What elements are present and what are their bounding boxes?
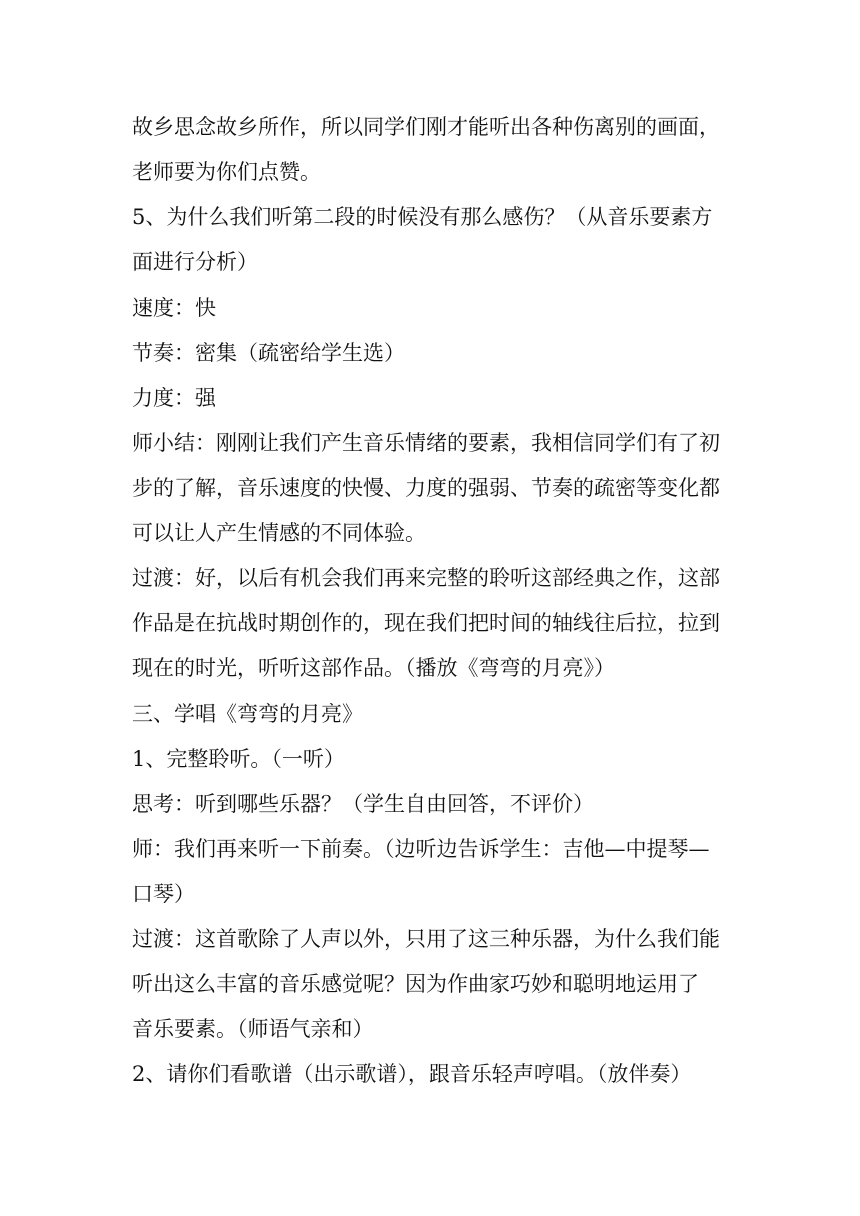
section-heading: 三、学唱《弯弯的月亮》 (132, 702, 363, 726)
text-line: 口琴） (132, 882, 195, 906)
text-line: 力度：强 (132, 386, 216, 410)
text-line: 师小结：刚刚让我们产生音乐情绪的要素，我相信同学们有了初 (132, 431, 720, 455)
text-line: 2、请你们看歌谱（出示歌谱），跟音乐轻声哼唱。（放伴奏） (132, 1062, 692, 1086)
text-line: 师：我们再来听一下前奏。（边听边告诉学生：吉他—中提琴— (132, 837, 710, 861)
text-line: 节奏：密集（疏密给学生选） (132, 341, 405, 365)
text-line: 音乐要素。（师语气亲和） (132, 1017, 374, 1041)
text-line: 故乡思念故乡所作，所以同学们刚才能听出各种伤离别的画面， (132, 115, 720, 139)
text-line: 过渡：这首歌除了人声以外，只用了这三种乐器，为什么我们能 (132, 927, 720, 951)
text-line: 1、完整聆听。（一听） (132, 747, 345, 771)
text-line: 可以让人产生情感的不同体验。 (132, 521, 426, 545)
text-line: 现在的时光，听听这部作品。（播放《弯弯的月亮》） (132, 656, 615, 680)
text-line: 步的了解，音乐速度的快慢、力度的强弱、节奏的疏密等变化都 (132, 476, 720, 500)
text-line: 5、为什么我们听第二段的时候没有那么感伤？（从音乐要素方 (132, 205, 713, 229)
text-line: 作品是在抗战时期创作的，现在我们把时间的轴线往后拉，拉到 (132, 611, 720, 635)
text-line: 思考：听到哪些乐器？（学生自由回答，不评价） (132, 792, 594, 816)
text-line: 速度：快 (132, 296, 216, 320)
text-line: 过渡：好，以后有机会我们再来完整的聆听这部经典之作，这部 (132, 566, 720, 590)
text-line: 听出这么丰富的音乐感觉呢？因为作曲家巧妙和聪明地运用了 (132, 972, 699, 996)
text-line: 面进行分析） (132, 250, 258, 274)
text-line: 老师要为你们点赞。 (132, 160, 321, 184)
